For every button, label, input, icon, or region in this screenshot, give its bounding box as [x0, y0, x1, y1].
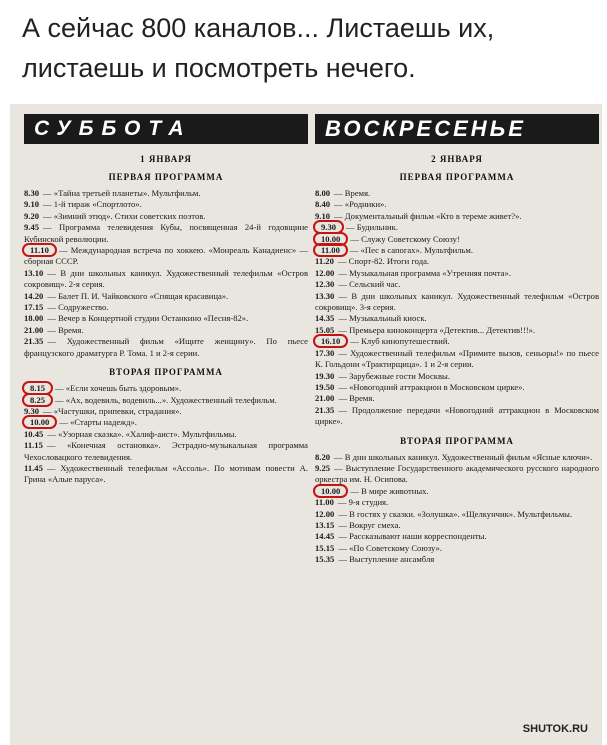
- schedule-entry: [24, 199, 308, 210]
- entry-time: 18.00: [24, 313, 44, 324]
- entry-title: — В мире животных.: [350, 485, 429, 496]
- entry-time: 9.45: [24, 222, 40, 233]
- schedule-entry: [24, 406, 308, 417]
- schedule-entry: [315, 452, 599, 463]
- schedule-entry: [315, 509, 599, 520]
- entry-time: 13.10: [24, 267, 44, 278]
- saturday-banner: СУББОТА: [24, 114, 308, 144]
- schedule-entry: [315, 279, 599, 290]
- entry-title: — Программа телевидения Кубы, посвященная 24-й годовщине Кубинской революции.: [24, 222, 308, 244]
- entry-title: — «Пес в сапогах». Мультфильм.: [349, 245, 474, 256]
- entry-title: — «Конечная остановка». Эстрадно-музыкальная программа Чехословацкого телевидения.: [24, 440, 308, 462]
- schedule-entry: [24, 463, 308, 486]
- entry-title: — Спорт-82. Итоги года.: [337, 256, 430, 267]
- schedule-entry: [24, 325, 308, 336]
- entry-title: — Музыкальный киоск.: [338, 313, 427, 324]
- entry-time: 11.00: [315, 245, 346, 255]
- entry-title: — Зарубежные гости Москвы.: [338, 370, 450, 381]
- entry-title: — Служу Советскому Союзу!: [350, 233, 460, 244]
- schedule-entry: [24, 268, 308, 291]
- entry-time: 14.45: [315, 531, 335, 542]
- schedule-entry: [315, 554, 599, 565]
- entry-time: 9.25: [315, 462, 331, 473]
- schedule-entry: [315, 313, 599, 324]
- schedule-entry: [315, 188, 599, 199]
- entry-title: — Выступление ансамбля: [338, 554, 435, 565]
- schedule-entry: [315, 543, 599, 554]
- entry-title: — В гостях у сказки. «Золушка». «Щелкунчик». Мультфильмы.: [338, 508, 573, 519]
- schedule-list: [24, 188, 308, 359]
- entry-time: 11.45: [24, 462, 43, 473]
- entry-title: — «По Советскому Союзу».: [338, 542, 442, 553]
- entry-title: — «Зимний этюд». Стихи советских поэтов.: [43, 210, 206, 221]
- entry-time: 8.40: [315, 199, 331, 210]
- schedule-entry: [315, 463, 599, 486]
- entry-title: — В дни школьных каникул. Художественный телефильм «Остров сокровищ». 3-я серия.: [315, 290, 599, 313]
- sunday-second-program-title: ВТОРАЯ ПРОГРАММА: [400, 435, 514, 446]
- entry-title: — Художественный фильм «Ищите женщину». По пьесе французского драматурга Р. Тома. 1 и 2-я серии.: [24, 336, 308, 358]
- entry-time: 12.00: [315, 508, 335, 519]
- entry-title: — Рассказывают наши корреспонденты.: [338, 531, 487, 542]
- entry-title: — Вечер в Концертной студии Останкино «Песня-82».: [47, 313, 249, 324]
- schedule-entry: [315, 336, 599, 347]
- entry-title: — Вокруг смеха.: [338, 519, 401, 530]
- schedule-entry: [315, 393, 599, 404]
- schedule-entry: [315, 245, 599, 256]
- entry-title: — «Старты надежд».: [59, 417, 137, 428]
- schedule-entry: [24, 417, 308, 428]
- schedule-entry: [315, 520, 599, 531]
- entry-time: 10.00: [24, 417, 55, 427]
- entry-title: — Международная встреча по хоккею. «Монреаль Канадиенс» — сборная СССР.: [24, 245, 308, 267]
- entry-time: 9.10: [24, 199, 40, 210]
- entry-title: — 9-я студия.: [337, 497, 389, 508]
- schedule-entry: [315, 348, 599, 371]
- schedule-entry: [315, 211, 599, 222]
- entry-title: — «Узорная сказка». «Халиф-аист». Мультфильмы.: [47, 428, 237, 439]
- schedule-entry: [24, 211, 308, 222]
- entry-time: 11.10: [24, 245, 55, 255]
- site-watermark: SHUTOK.RU: [522, 723, 588, 735]
- entry-title: — «Тайна третьей планеты». Мультфильм.: [43, 188, 201, 198]
- entry-title: — «Если хочешь быть здоровым».: [55, 383, 182, 394]
- entry-title: — Время.: [47, 324, 84, 335]
- saturday-column: [24, 114, 308, 486]
- newspaper-clipping: [10, 104, 602, 745]
- schedule-entry: [24, 245, 308, 268]
- entry-title: — Продолжение передачи «Новогодний аттракцион в Московском цирке».: [315, 404, 599, 427]
- entry-title: — Будильник.: [346, 222, 398, 233]
- entry-time: 8.20: [315, 451, 331, 462]
- entry-time: 17.30: [315, 347, 335, 358]
- entry-title: — «Родники».: [334, 199, 387, 210]
- sunday-banner: ВОСКРЕСЕНЬЕ: [315, 114, 599, 144]
- entry-title: — 1-й тираж «Спортлото».: [43, 199, 142, 210]
- schedule-entry: [315, 268, 599, 279]
- entry-time: 12.30: [315, 279, 335, 290]
- entry-title: — Документальный фильм «Кто в тереме живет?».: [334, 210, 522, 221]
- entry-title: — В дни школьных каникул. Художественный фильм «Ясные ключи».: [334, 451, 593, 462]
- entry-time: 21.35: [24, 336, 44, 347]
- schedule-entry: [315, 199, 599, 210]
- entry-title: — Время.: [338, 393, 375, 404]
- entry-time: 14.35: [315, 313, 335, 324]
- entry-time: 21.00: [24, 324, 44, 335]
- entry-title: — Художественный телефильм «Ассоль». По мотивам повести А. Грина «Алые паруса».: [24, 462, 308, 485]
- entry-time: 10.00: [315, 234, 346, 244]
- entry-title: — Выступление Государственного академического русского народного оркестра им. Н. Осипова.: [315, 462, 599, 485]
- entry-time: 9.30: [24, 405, 40, 416]
- entry-title: — Балет П. И. Чайковского «Спящая красавица».: [47, 290, 229, 301]
- schedule-entry: [24, 222, 308, 245]
- post-caption: А сейчас 800 каналов... Листаешь их, листаешь и посмотреть нечего.: [22, 13, 495, 83]
- saturday-second-program-title: ВТОРАЯ ПРОГРАММА: [109, 367, 223, 378]
- entry-title: — В дни школьных каникул. Художественный телефильм «Остров сокровищ». 2-я серия.: [24, 267, 308, 290]
- schedule-entry: [315, 222, 599, 233]
- schedule-list: [315, 452, 599, 566]
- entry-time: 9.20: [24, 210, 40, 221]
- entry-title: — Содружество.: [47, 302, 109, 313]
- schedule-entry: [315, 291, 599, 314]
- schedule-entry: [24, 313, 308, 324]
- schedule-entry: [315, 382, 599, 393]
- schedule-list: [315, 188, 599, 428]
- schedule-entry: [24, 302, 308, 313]
- schedule-entry: [315, 234, 599, 245]
- entry-title: — Музыкальная программа «Утренняя почта».: [338, 267, 511, 278]
- saturday-date: 1 ЯНВАРЯ: [140, 154, 192, 164]
- schedule-entry: [24, 429, 308, 440]
- entry-time: 15.15: [315, 542, 335, 553]
- entry-title: — Клуб кинопутешествий.: [350, 336, 450, 347]
- entry-title: — Время.: [334, 188, 371, 198]
- entry-time: 8.30: [24, 188, 40, 198]
- entry-time: 21.00: [315, 393, 335, 404]
- schedule-entry: [315, 405, 599, 428]
- entry-time: 14.20: [24, 290, 44, 301]
- entry-time: 11.15: [24, 440, 43, 451]
- entry-time: 16.10: [315, 336, 346, 346]
- entry-title: — Художественный телефильм «Примите вызов, сеньоры!» по пьесе К. Гольдони «Трактирщица». 1 и 2-я серии.: [315, 347, 599, 370]
- entry-time: 10.45: [24, 428, 44, 439]
- entry-time: 15.35: [315, 554, 335, 565]
- entry-time: 15.05: [315, 324, 335, 335]
- schedule-entry: [24, 383, 308, 394]
- entry-time: 9.30: [315, 222, 342, 232]
- entry-time: 21.35: [315, 404, 335, 415]
- entry-time: 13.15: [315, 519, 335, 530]
- sunday-first-program-title: ПЕРВАЯ ПРОГРАММА: [399, 172, 515, 182]
- entry-time: 19.30: [315, 370, 335, 381]
- entry-title: — «Новогодний аттракцион в Московском цирке».: [338, 381, 525, 392]
- schedule-entry: [24, 395, 308, 406]
- schedule-entry: [24, 336, 308, 359]
- schedule-entry: [315, 531, 599, 542]
- entry-title: — Сельский час.: [338, 279, 401, 290]
- entry-time: 8.25: [24, 395, 51, 405]
- entry-time: 8.15: [24, 383, 51, 393]
- schedule-entry: [24, 188, 308, 199]
- entry-time: 11.20: [315, 256, 334, 267]
- entry-time: 12.00: [315, 267, 335, 278]
- schedule-list: [24, 383, 308, 486]
- entry-time: 10.00: [315, 486, 346, 496]
- entry-time: 19.50: [315, 381, 335, 392]
- schedule-entry: [24, 440, 308, 463]
- schedule-entry: [315, 325, 599, 336]
- entry-title: — «Частушки, припевки, страдания».: [43, 405, 182, 416]
- saturday-first-program-title: ПЕРВАЯ ПРОГРАММА: [108, 172, 224, 182]
- entry-title: — Премьера киноконцерта «Детектив... Детектив!!!».: [338, 324, 536, 335]
- entry-time: 13.30: [315, 290, 335, 301]
- schedule-entry: [315, 371, 599, 382]
- schedule-entry: [315, 486, 599, 497]
- entry-time: 9.10: [315, 210, 331, 221]
- sunday-date: 2 ЯНВАРЯ: [431, 154, 483, 164]
- entry-time: 17.15: [24, 302, 44, 313]
- entry-time: 8.00: [315, 188, 331, 198]
- sunday-column: [315, 114, 599, 566]
- entry-title: — «Ах, водевиль, водевиль...». Художественный телефильм.: [55, 394, 277, 405]
- schedule-entry: [315, 497, 599, 508]
- entry-time: 11.00: [315, 497, 334, 508]
- schedule-entry: [315, 256, 599, 267]
- schedule-entry: [24, 291, 308, 302]
